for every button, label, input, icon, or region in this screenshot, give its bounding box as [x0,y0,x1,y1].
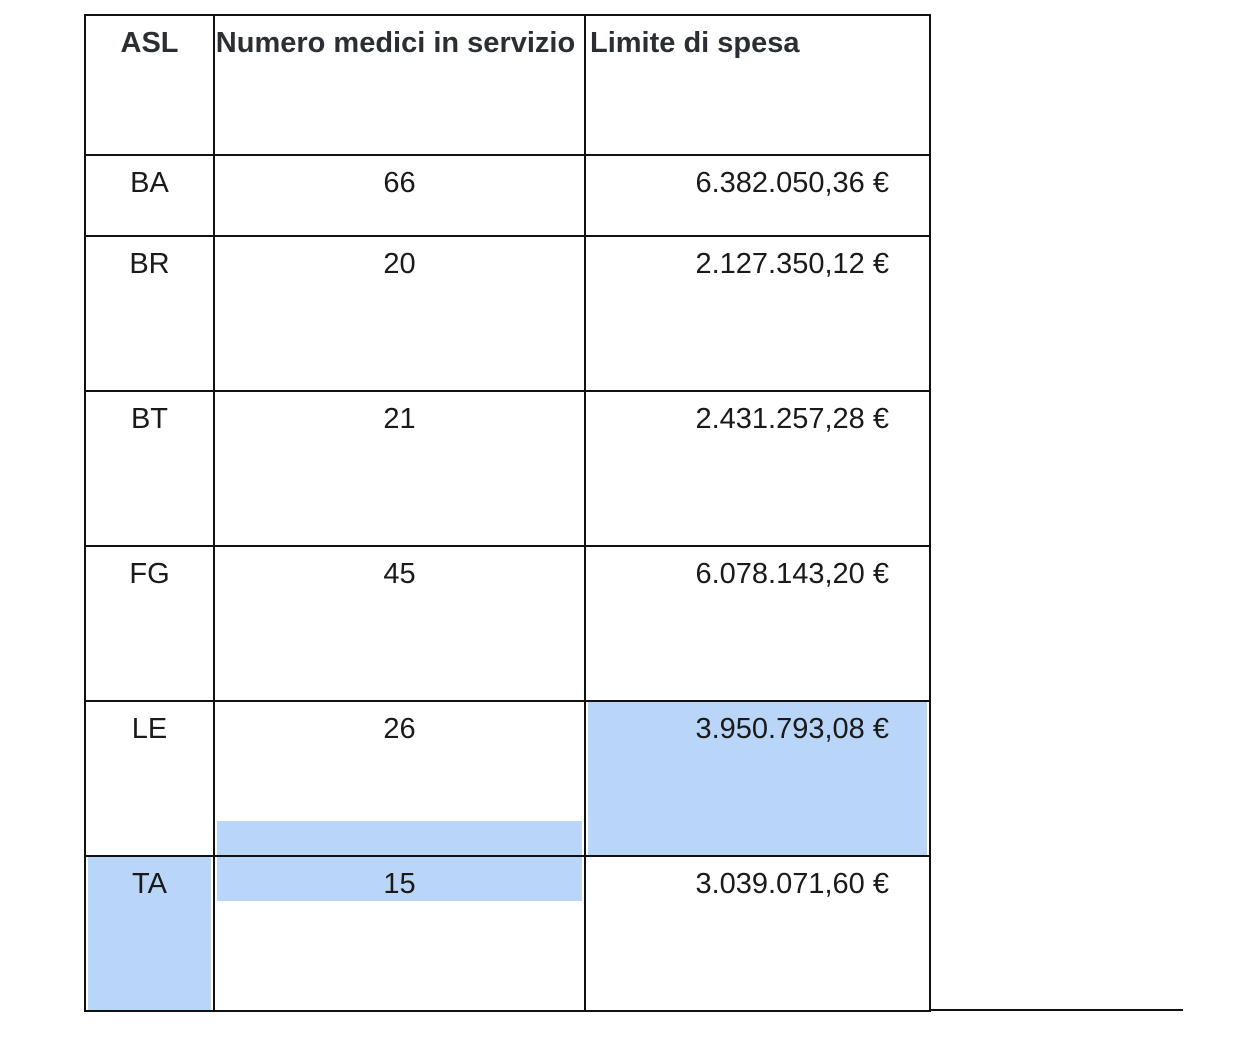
table-row [85,391,930,546]
cell-medici[interactable]: 20 [214,236,585,391]
cell-limite[interactable]: 2.127.350,12 € [585,236,930,391]
cell-asl[interactable]: BR [85,236,214,391]
table-row [85,546,930,701]
header-asl[interactable]: ASL [85,15,214,155]
cell-asl[interactable]: FG [85,546,214,701]
text-selection-highlight [217,821,582,855]
cell-asl[interactable]: BA [85,155,214,236]
table-header-row [85,15,930,155]
cell-limite[interactable]: 3.039.071,60 € [585,856,930,1011]
cell-medici[interactable]: 66 [214,155,585,236]
asl-spending-table [84,14,931,1012]
cell-limite-selected[interactable]: 3.950.793,08 € [585,701,930,856]
table-row [85,701,930,856]
cell-limite[interactable]: 2.431.257,28 € [585,391,930,546]
table-row [85,856,930,1011]
document-page [84,14,929,1011]
cell-asl[interactable]: BT [85,391,214,546]
cell-limite[interactable]: 6.382.050,36 € [585,155,930,236]
cell-medici[interactable]: 15 [214,856,585,1011]
cell-medici[interactable]: 26 [214,701,585,856]
cell-medici[interactable]: 21 [214,391,585,546]
horizontal-rule [929,1009,1183,1011]
header-limite-spesa[interactable]: Limite di spesa [585,15,930,155]
cell-asl-selected[interactable]: TA [85,856,214,1011]
cell-medici[interactable]: 45 [214,546,585,701]
table-row [85,236,930,391]
cell-limite[interactable]: 6.078.143,20 € [585,546,930,701]
header-numero-medici[interactable]: Numero medici in servizio [214,15,585,155]
cell-asl[interactable]: LE [85,701,214,856]
table-row [85,155,930,236]
